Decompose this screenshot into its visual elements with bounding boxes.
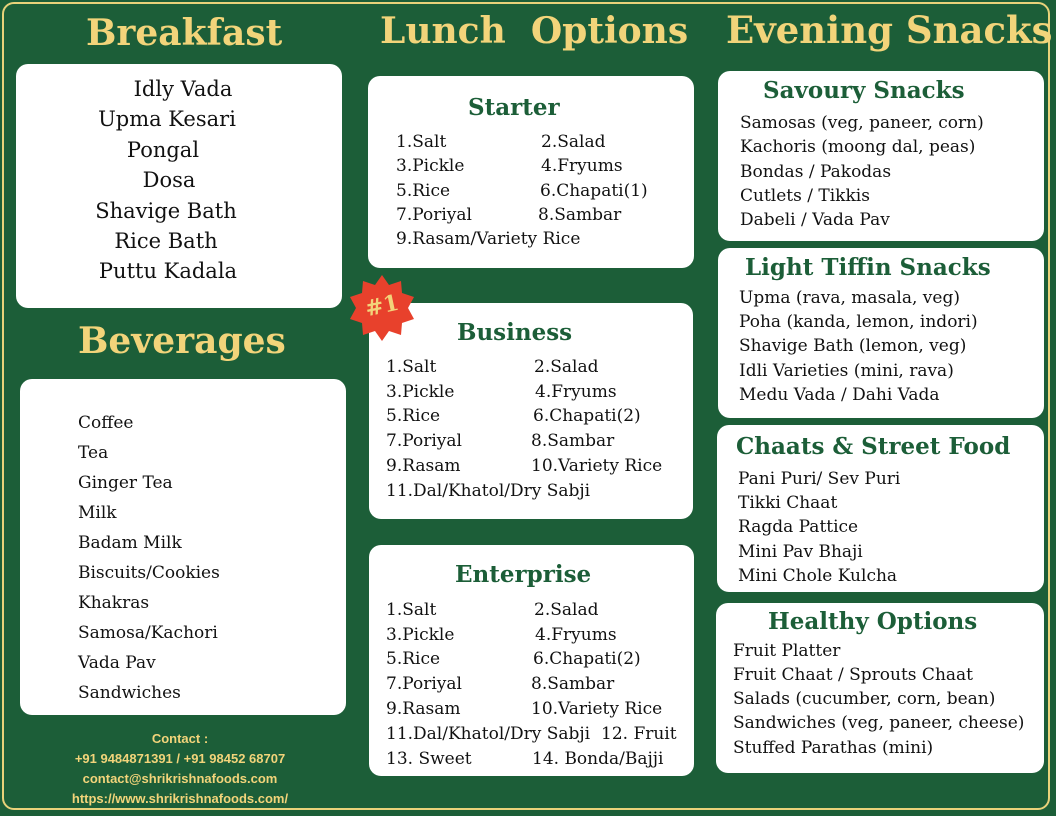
starter-card (368, 76, 694, 268)
tiffin-item: Medu Vada / Dahi Vada (739, 385, 940, 405)
business-item: 2.Salad (534, 357, 599, 377)
enterprise-item: 2.Salad (534, 600, 599, 620)
breakfast-item: Puttu Kadala (98, 259, 238, 283)
contact-website[interactable]: https://www.shrikrishnafoods.com/ (71, 791, 289, 806)
business-item: 1.Salt (386, 357, 437, 377)
beverages-heading: Beverages (78, 320, 286, 362)
starter-item: 1.Salt (396, 132, 447, 152)
tiffin-item: Poha (kanda, lemon, indori) (739, 312, 978, 332)
enterprise-item: 4.Fryums (535, 625, 617, 645)
healthy-item: Fruit Platter (733, 641, 841, 661)
healthy-title: Healthy Options (768, 608, 978, 635)
contact-phones: +91 9484871391 / +91 98452 68707 (74, 751, 286, 766)
starter-item: 3.Pickle (396, 156, 465, 176)
tiffin-item: Idli Varieties (mini, rava) (739, 361, 954, 381)
enterprise-card (369, 545, 694, 776)
beverage-item: Samosa/Kachori (78, 623, 218, 643)
enterprise-item: 14. Bonda/Bajji (532, 749, 664, 769)
business-item: 11.Dal/Khatol/Dry Sabji (386, 481, 591, 501)
starter-item: 8.Sambar (538, 205, 622, 225)
starter-item: 6.Chapati(1) (540, 181, 648, 201)
beverage-item: Vada Pav (78, 653, 156, 673)
business-item: 8.Sambar (531, 431, 615, 451)
beverage-item: Tea (78, 443, 109, 463)
healthy-card (716, 603, 1044, 773)
beverage-item: Biscuits/Cookies (78, 563, 220, 583)
business-card (369, 303, 693, 519)
business-item: 9.Rasam (386, 456, 461, 476)
savoury-item: Bondas / Pakodas (740, 162, 892, 182)
breakfast-item: Upma Kesari (98, 107, 236, 131)
breakfast-item: Dosa (142, 168, 196, 192)
beverage-item: Badam Milk (78, 533, 182, 553)
breakfast-item: Idly Vada (133, 77, 233, 101)
enterprise-item: 11.Dal/Khatol/Dry Sabji (386, 724, 591, 744)
enterprise-item: 10.Variety Rice (531, 699, 663, 719)
savoury-item: Samosas (veg, paneer, corn) (740, 113, 984, 133)
enterprise-title: Enterprise (455, 561, 592, 588)
enterprise-item: 13. Sweet (386, 749, 472, 769)
healthy-item: Fruit Chaat / Sprouts Chaat (733, 665, 973, 685)
breakfast-card (16, 64, 342, 308)
badge-label: #1 (362, 289, 402, 323)
tiffin-item: Upma (rava, masala, veg) (739, 288, 960, 308)
chaats-item: Pani Puri/ Sev Puri (738, 469, 901, 489)
chaats-title: Chaats & Street Food (736, 433, 1011, 460)
tiffin-title: Light Tiffin Snacks (745, 254, 991, 281)
savoury-title: Savoury Snacks (763, 77, 965, 104)
chaats-card (717, 425, 1044, 592)
starter-item: 9.Rasam/Variety Rice (396, 229, 581, 249)
breakfast-item: Shavige Bath (95, 199, 237, 223)
chaats-item: Mini Chole Kulcha (738, 566, 898, 586)
savoury-item: Cutlets / Tikkis (740, 186, 870, 206)
starter-item: 2.Salad (541, 132, 606, 152)
business-item: 7.Poriyal (386, 431, 462, 451)
beverage-item: Milk (78, 503, 117, 523)
tiffin-item: Shavige Bath (lemon, veg) (739, 336, 967, 356)
enterprise-item: 9.Rasam (386, 699, 461, 719)
starter-item: 5.Rice (396, 181, 451, 201)
contact-label: Contact : (151, 731, 209, 746)
contact-block (30, 729, 330, 809)
beverage-item: Sandwiches (78, 683, 181, 703)
chaats-item: Ragda Pattice (738, 517, 859, 537)
healthy-item: Salads (cucumber, corn, bean) (733, 689, 996, 709)
savoury-item: Dabeli / Vada Pav (740, 210, 890, 230)
beverage-item: Khakras (78, 593, 150, 613)
breakfast-heading: Breakfast (86, 12, 283, 54)
healthy-item: Sandwiches (veg, paneer, cheese) (733, 713, 1025, 733)
business-item: 4.Fryums (535, 382, 617, 402)
business-item: 3.Pickle (386, 382, 455, 402)
business-title: Business (457, 319, 573, 346)
chaats-item: Tikki Chaat (738, 493, 838, 513)
savoury-item: Kachoris (moong dal, peas) (740, 137, 976, 157)
chaats-item: Mini Pav Bhaji (738, 542, 863, 562)
top-choice-badge (347, 275, 417, 341)
enterprise-item: 5.Rice (386, 649, 441, 669)
breakfast-item: Pongal (126, 138, 200, 162)
enterprise-item: 12. Fruit (601, 724, 677, 744)
business-item: 5.Rice (386, 406, 441, 426)
savoury-card (718, 71, 1044, 241)
tiffin-card (718, 248, 1044, 418)
enterprise-item: 7.Poriyal (386, 674, 462, 694)
lunch-heading: Lunch Options (380, 10, 689, 52)
starter-item: 4.Fryums (541, 156, 623, 176)
breakfast-item: Rice Bath (114, 229, 218, 253)
enterprise-item: 8.Sambar (531, 674, 615, 694)
healthy-item: Stuffed Parathas (mini) (733, 738, 934, 758)
business-item: 10.Variety Rice (531, 456, 663, 476)
beverages-card (20, 379, 346, 715)
contact-email[interactable]: contact@shrikrishnafoods.com (82, 771, 278, 786)
beverage-item: Ginger Tea (78, 473, 173, 493)
beverage-item: Coffee (78, 413, 134, 433)
starter-title: Starter (468, 94, 560, 121)
enterprise-item: 3.Pickle (386, 625, 455, 645)
starter-item: 7.Poriyal (396, 205, 472, 225)
business-item: 6.Chapati(2) (533, 406, 641, 426)
enterprise-item: 6.Chapati(2) (533, 649, 641, 669)
evening-heading: Evening Snacks (726, 8, 1053, 52)
enterprise-item: 1.Salt (386, 600, 437, 620)
